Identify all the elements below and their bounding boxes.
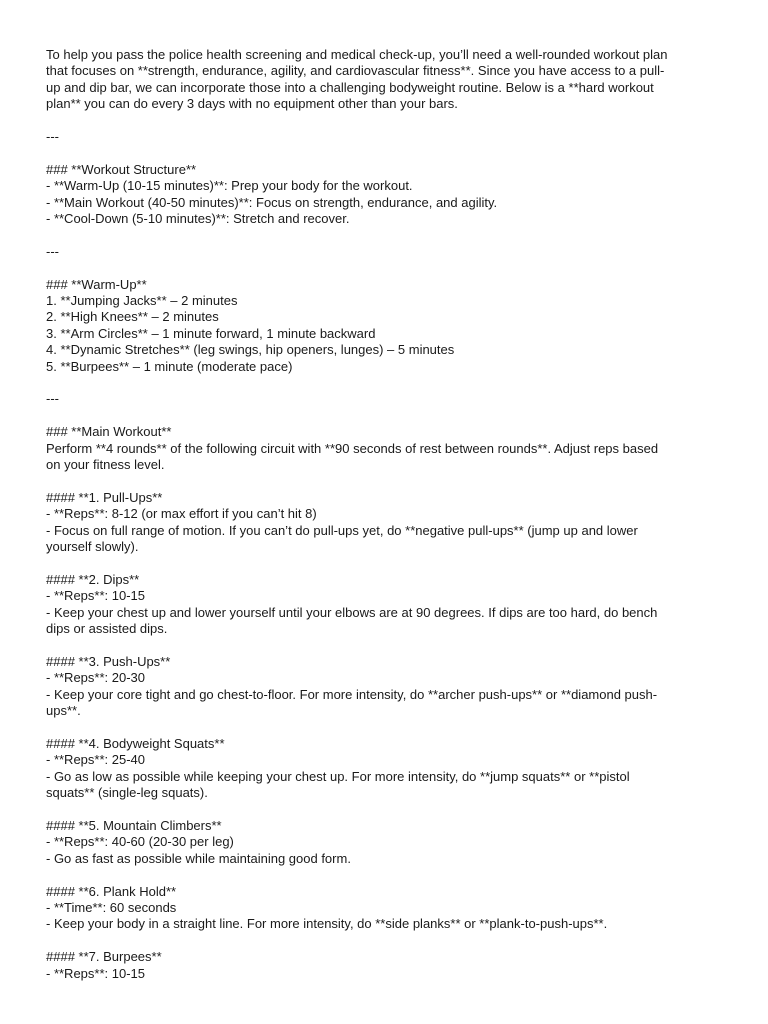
blank-line <box>46 720 728 736</box>
text-line: squats** (single-leg squats). <box>46 785 208 801</box>
numbered-item: 3. **Arm Circles** – 1 minute forward, 1 minute backward <box>46 325 376 341</box>
blank-line <box>46 145 728 161</box>
blank-line <box>46 555 728 571</box>
divider-line: --- <box>46 391 59 407</box>
subsection-heading: #### **2. Dips** <box>46 571 140 587</box>
blank-line <box>46 227 728 243</box>
text-line: Perform **4 rounds** of the following circuit with **90 seconds of rest between rounds**. Adjust reps based <box>46 440 659 456</box>
text-line: ups**. <box>46 703 81 719</box>
text-line: yourself slowly). <box>46 539 139 555</box>
bullet-item: - Keep your core tight and go chest-to-floor. For more intensity, do **archer push-ups** or **diamond push- <box>46 686 658 702</box>
text-line: To help you pass the police health screening and medical check-up, you’ll need a well-rounded workout plan <box>46 47 668 62</box>
blank-line <box>46 375 728 391</box>
subsection-heading: #### **5. Mountain Climbers** <box>46 817 222 833</box>
bullet-item: - Go as low as possible while keeping your chest up. For more intensity, do **jump squats** or **pistol <box>46 768 630 784</box>
section-heading: ### **Main Workout** <box>46 424 172 440</box>
bullet-item: - **Time**: 60 seconds <box>46 899 177 915</box>
blank-line <box>46 408 728 424</box>
subsection-heading: #### **1. Pull-Ups** <box>46 489 163 505</box>
text-line: that focuses on **strength, endurance, agility, and cardiovascular fitness**. Since you have access to a pull- <box>46 63 665 79</box>
bullet-item: - Keep your body in a straight line. For more intensity, do **side planks** or **plank-to-push-ups**. <box>46 916 608 932</box>
section-heading: ### **Warm-Up** <box>46 276 147 292</box>
numbered-item: 4. **Dynamic Stretches** (leg swings, hip openers, lunges) – 5 minutes <box>46 342 455 358</box>
bullet-item: - **Reps**: 8-12 (or max effort if you can’t hit 8) <box>46 506 317 522</box>
subsection-heading: #### **3. Push-Ups** <box>46 653 171 669</box>
text-line: on your fitness level. <box>46 457 165 473</box>
numbered-item: 5. **Burpees** – 1 minute (moderate pace) <box>46 358 293 374</box>
subsection-heading: #### **7. Burpees** <box>46 949 162 965</box>
bullet-item: - **Reps**: 10-15 <box>46 965 145 981</box>
bullet-item: - **Warm-Up (10-15 minutes)**: Prep your body for the workout. <box>46 178 413 194</box>
bullet-item: - **Reps**: 40-60 (20-30 per leg) <box>46 834 234 850</box>
blank-line <box>46 802 728 818</box>
text-line: plan** you can do every 3 days with no equipment other than your bars. <box>46 96 458 112</box>
bullet-item: - **Reps**: 20-30 <box>46 670 145 686</box>
bullet-item: - **Main Workout (40-50 minutes)**: Focus on strength, endurance, and agility. <box>46 194 498 210</box>
bullet-item: - **Reps**: 10-15 <box>46 588 145 604</box>
numbered-item: 2. **High Knees** – 2 minutes <box>46 309 219 325</box>
numbered-item: 1. **Jumping Jacks** – 2 minutes <box>46 293 238 309</box>
bullet-item: - Go as fast as possible while maintaining good form. <box>46 850 351 866</box>
divider-line: --- <box>46 129 59 145</box>
blank-line <box>46 113 728 129</box>
blank-line <box>46 867 728 883</box>
divider-line: --- <box>46 243 59 259</box>
text-line: up and dip bar, we can incorporate those into a challenging bodyweight routine. Below is a **hard workout <box>46 79 654 95</box>
text-line: dips or assisted dips. <box>46 621 168 637</box>
section-heading: ### **Workout Structure** <box>46 161 197 177</box>
bullet-item: - Focus on full range of motion. If you can’t do pull-ups yet, do **negative pull-ups** (jump up and lower <box>46 522 638 538</box>
bullet-item: - Keep your chest up and lower yourself until your elbows are at 90 degrees. If dips are too hard, do bench <box>46 604 658 620</box>
subsection-heading: #### **6. Plank Hold** <box>46 883 177 899</box>
blank-line <box>46 638 728 654</box>
blank-line <box>46 260 728 276</box>
bullet-item: - **Cool-Down (5-10 minutes)**: Stretch and recover. <box>46 211 350 227</box>
blank-line <box>46 473 728 489</box>
subsection-heading: #### **4. Bodyweight Squats** <box>46 735 225 751</box>
blank-line <box>46 933 728 949</box>
bullet-item: - **Reps**: 25-40 <box>46 752 145 768</box>
document-body <box>46 47 728 982</box>
